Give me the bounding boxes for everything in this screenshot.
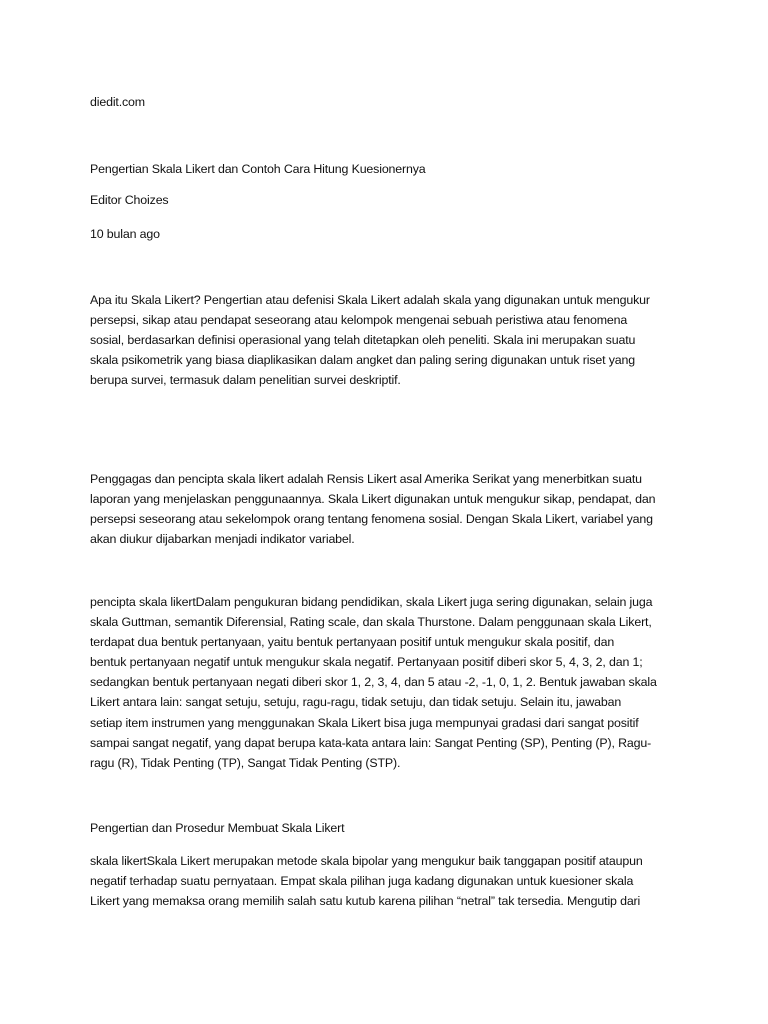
paragraph-line: sampai sangat negatif, yang dapat berupa kata-kata antara lain: Sangat Penting (SP), Penting (P), Ragu- [90,735,652,750]
paragraph-line: persepsi seseorang atau sekelompok orang tentang fenomena sosial. Dengan Skala Likert, variabel yang [90,512,653,527]
paragraph-founder [90,469,682,549]
paragraph-line: bentuk pertanyaan negatif untuk mengukur skala negatif. Pertanyaan positif diberi skor 5, 4, 3, 2, dan 1; [90,655,643,670]
paragraph-line: akan diukur dijabarkan menjadi indikator variabel. [90,532,355,547]
paragraph-measurement [90,592,682,773]
paragraph-line: ragu (R), Tidak Penting (TP), Sangat Tidak Penting (STP). [90,755,401,770]
paragraph-line: Likert yang memaksa orang memilih salah satu kutub karena pilihan “netral” tak tersedia. Mengutip dari [90,894,641,909]
paragraph-procedure [90,851,682,911]
paragraph-line: skala Guttman, semantik Diferensial, Rating scale, dan skala Thurstone. Dalam penggunaan skala Likert, [90,615,652,630]
paragraph-line: pencipta skala likertDalam pengukuran bidang pendidikan, skala Likert juga sering digunakan, selain juga [90,595,653,609]
article-author: Editor Choizes [90,193,169,207]
paragraph-line: Apa itu Skala Likert? Pengertian atau defenisi Skala Likert adalah skala yang digunakan untuk mengukur [90,293,650,307]
paragraph-line: negatif terhadap suatu pernyataan. Empat skala pilihan juga kadang digunakan untuk kuesioner skala [90,874,634,889]
site-name: diedit.com [90,95,145,109]
paragraph-line: skala likertSkala Likert merupakan metode skala bipolar yang mengukur baik tanggapan positif ataupun [90,854,643,868]
section-heading: Pengertian dan Prosedur Membuat Skala Likert [90,821,345,835]
paragraph-line: Likert antara lain: sangat setuju, setuju, ragu-ragu, tidak setuju, dan tidak setuju. Selain itu, jawaban [90,695,622,710]
article-time: 10 bulan ago [90,227,160,241]
paragraph-line: laporan yang menjelaskan penggunaannya. Skala Likert digunakan untuk mengukur sikap, pendapat, dan [90,492,656,507]
paragraph-line: terdapat dua bentuk pertanyaan, yaitu bentuk pertanyaan positif untuk mengukur skala positif, dan [90,635,615,650]
paragraph-line: berupa survei, termasuk dalam penelitian survei deskriptif. [90,373,401,388]
article-title: Pengertian Skala Likert dan Contoh Cara Hitung Kuesionernya [90,162,426,176]
paragraph-line: sosial, berdasarkan definisi operasional yang telah ditetapkan oleh peneliti. Skala ini merupakan suatu [90,333,636,348]
paragraph-line: persepsi, sikap atau pendapat seseorang atau kelompok mengenai sebuah peristiwa atau fenomena [90,313,628,328]
paragraph-line: skala psikometrik yang biasa diaplikasikan dalam angket dan paling sering digunakan untuk riset yang [90,353,635,368]
paragraph-intro [90,290,682,390]
paragraph-line: sedangkan bentuk pertanyaan negati diberi skor 1, 2, 3, 4, dan 5 atau -2, -1, 0, 1, 2. Bentuk jawaban skala [90,675,657,690]
paragraph-line: setiap item instrumen yang menggunakan Skala Likert bisa juga mempunyai gradasi dari sangat positif [90,715,639,730]
paragraph-line: Penggagas dan pencipta skala likert adalah Rensis Likert asal Amerika Serikat yang menerbitkan suatu [90,472,642,486]
